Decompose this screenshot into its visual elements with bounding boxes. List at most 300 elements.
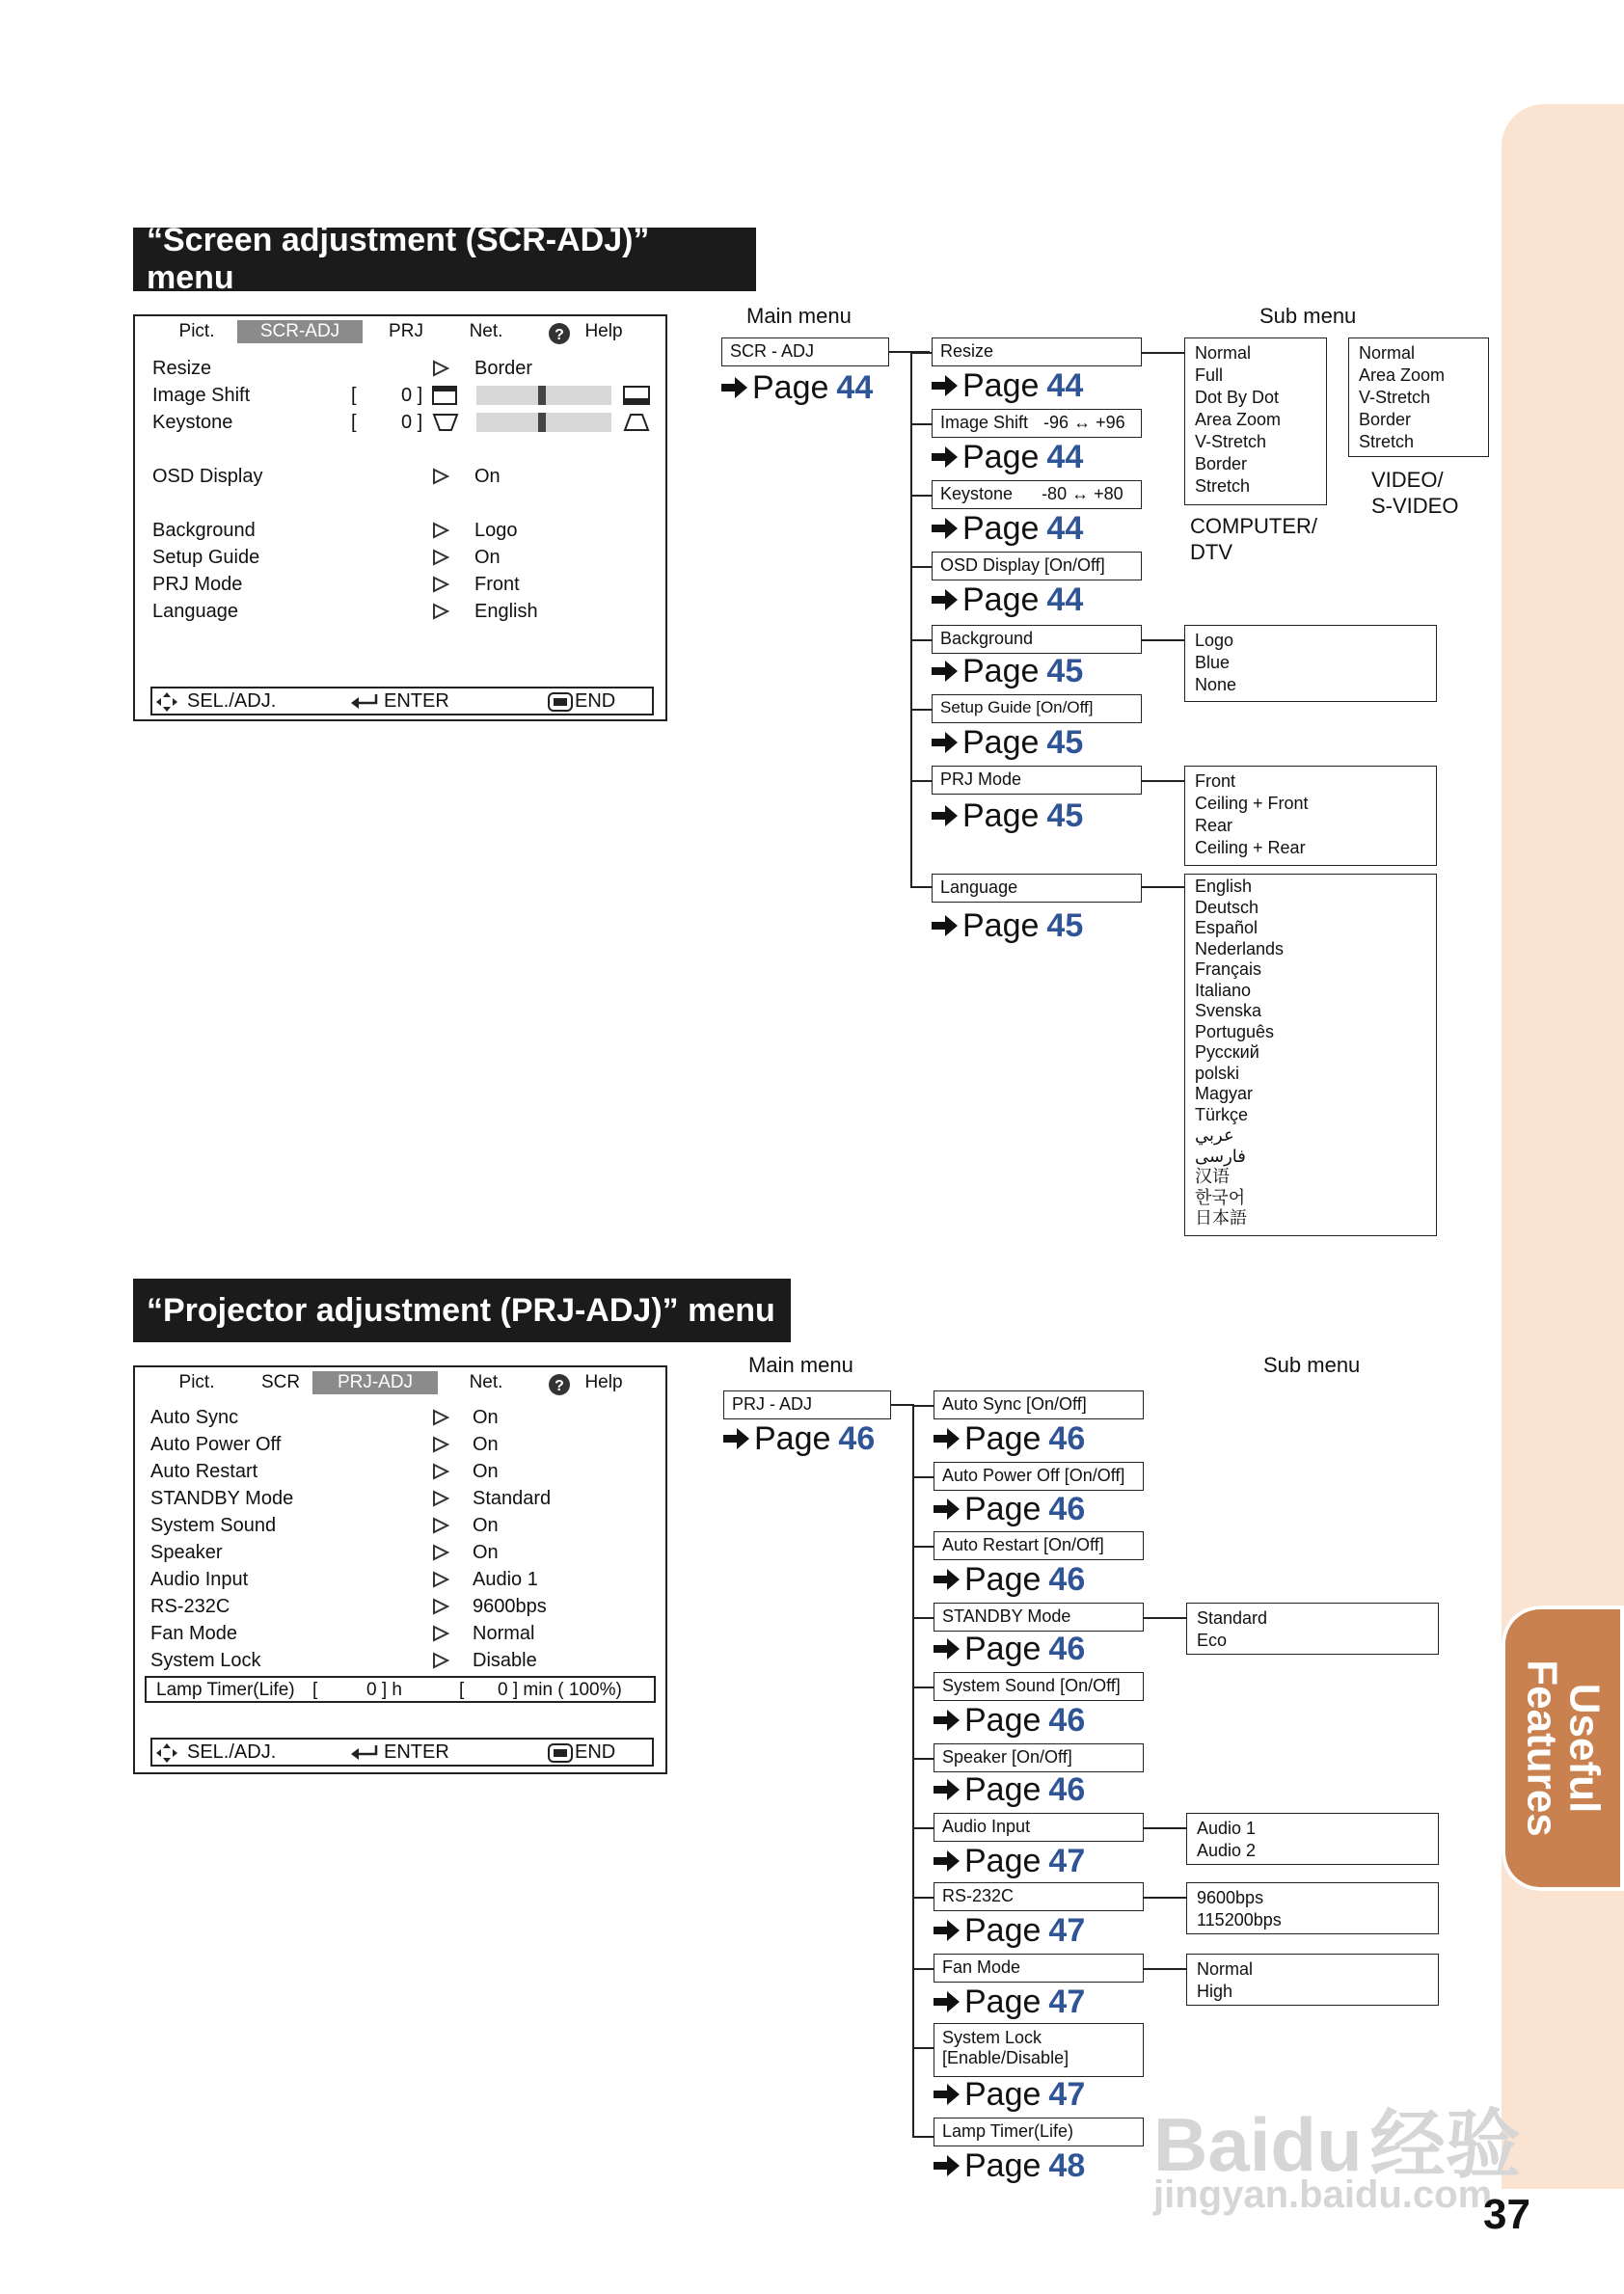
connector-line bbox=[912, 2136, 934, 2138]
submenu-arrow-icon bbox=[432, 1544, 449, 1561]
connector-line bbox=[910, 351, 912, 887]
osd-row-value: Audio 1 bbox=[473, 1569, 538, 1590]
osd-row-label[interactable]: Audio Input bbox=[150, 1569, 249, 1590]
main-menu-label: Main menu bbox=[746, 304, 852, 328]
option-item[interactable]: Svenska bbox=[1195, 1001, 1262, 1020]
osd-row-value: On bbox=[473, 1515, 499, 1536]
page-number-link[interactable]: 46 bbox=[1048, 1561, 1086, 1598]
option-item[interactable]: Audio 2 bbox=[1197, 1841, 1257, 1860]
sel-adj-arrows-icon bbox=[156, 1743, 177, 1763]
rs232c-options bbox=[1186, 1882, 1439, 1934]
connector-line bbox=[912, 1968, 934, 1970]
osd-row-label[interactable]: PRJ Mode bbox=[152, 574, 243, 595]
page-ref[interactable] bbox=[932, 654, 1083, 688]
option-item[interactable]: Italiano bbox=[1195, 980, 1252, 1000]
footer-sel-adj: SEL./ADJ. bbox=[187, 1741, 277, 1763]
submenu-arrow-icon bbox=[432, 1490, 449, 1507]
page-word: Page bbox=[964, 1491, 1042, 1527]
page-ref[interactable] bbox=[934, 2148, 1085, 2183]
keystone-minus-icon bbox=[432, 413, 459, 432]
computer-dtv-note: COMPUTER/ DTV bbox=[1190, 514, 1317, 564]
option-item[interactable]: Area Zoom bbox=[1359, 365, 1446, 385]
scr-osd-screen bbox=[133, 314, 667, 721]
arrow-right-icon bbox=[932, 588, 959, 611]
connector-line bbox=[912, 1404, 914, 2137]
option-item[interactable]: 9600bps bbox=[1197, 1888, 1264, 1907]
option-item[interactable]: Front bbox=[1195, 771, 1236, 791]
prj-adj-root-box[interactable]: PRJ - ADJ bbox=[723, 1390, 891, 1419]
connector-line bbox=[1142, 780, 1184, 782]
osd-row-value: On bbox=[473, 1434, 499, 1455]
page-number-link[interactable]: 45 bbox=[1046, 797, 1084, 834]
option-item[interactable]: عربي bbox=[1195, 1125, 1234, 1145]
connector-line bbox=[910, 709, 932, 711]
connector-line bbox=[912, 1476, 934, 1478]
option-item[interactable]: Border bbox=[1359, 410, 1412, 429]
page-number-link[interactable]: 47 bbox=[1048, 1912, 1086, 1949]
page-ref[interactable] bbox=[934, 1984, 1085, 2019]
page-word: Page bbox=[962, 907, 1040, 944]
connector-line bbox=[912, 2047, 934, 2049]
connector-line bbox=[910, 639, 932, 641]
osd-row-label[interactable]: Speaker bbox=[150, 1542, 223, 1563]
prj-item-lamp-timer[interactable]: Lamp Timer(Life) bbox=[934, 2118, 1144, 2146]
connector-line bbox=[910, 423, 932, 425]
option-item[interactable]: Magyar bbox=[1195, 1084, 1254, 1103]
lamp-timer-row bbox=[145, 1676, 656, 1703]
item-label: Image Shift bbox=[940, 413, 1029, 432]
connector-line bbox=[1142, 352, 1184, 354]
prj-section-title: “Projector adjustment (PRJ-ADJ)” menu bbox=[133, 1279, 791, 1342]
lamp-hours: 0 ] h bbox=[366, 1680, 402, 1700]
osd-bracket: [ bbox=[351, 385, 357, 406]
standby-options bbox=[1186, 1603, 1439, 1655]
prj-item-auto-restart[interactable]: Auto Restart [On/Off] bbox=[934, 1531, 1144, 1560]
arrow-right-icon bbox=[934, 1498, 961, 1521]
watermark-cn: 经验 bbox=[1369, 2102, 1521, 2187]
option-item[interactable]: V-Stretch bbox=[1359, 388, 1431, 407]
prj-osd-screen bbox=[133, 1365, 667, 1774]
resize-video-options bbox=[1348, 337, 1489, 457]
page-number-link[interactable]: 46 bbox=[1048, 1420, 1086, 1457]
scr-item-image-shift[interactable] bbox=[932, 409, 1142, 438]
page-ref[interactable] bbox=[723, 1421, 875, 1456]
arrow-right-icon bbox=[932, 374, 959, 397]
prj-item-rs232c[interactable]: RS-232C bbox=[934, 1882, 1144, 1911]
osd-row-value: Disable bbox=[473, 1650, 537, 1671]
item-range: -96 ↔ +96 bbox=[1043, 413, 1125, 432]
page-word: Page bbox=[964, 2076, 1042, 2113]
submenu-arrow-icon bbox=[432, 1571, 449, 1588]
page-number-link[interactable]: 44 bbox=[1046, 367, 1084, 404]
footer-enter: ENTER bbox=[384, 690, 449, 712]
option-item[interactable]: 汉语 bbox=[1195, 1167, 1230, 1186]
option-item[interactable]: Ceiling + Rear bbox=[1195, 838, 1306, 857]
submenu-arrow-icon bbox=[432, 549, 449, 566]
osd-row-value: Logo bbox=[474, 520, 518, 541]
footer-enter: ENTER bbox=[384, 1741, 449, 1763]
page-word: Page bbox=[962, 724, 1040, 761]
prj-item-auto-power-off[interactable]: Auto Power Off [On/Off] bbox=[934, 1462, 1144, 1491]
scr-item-osd-display[interactable]: OSD Display [On/Off] bbox=[932, 552, 1142, 580]
watermark-brand: Bai bbox=[1153, 2102, 1271, 2187]
page-word: Page bbox=[964, 1843, 1042, 1879]
option-item[interactable]: Türkçe bbox=[1195, 1104, 1249, 1124]
scr-item-language[interactable]: Language bbox=[932, 874, 1142, 903]
connector-line bbox=[912, 1897, 934, 1899]
arrow-right-icon bbox=[934, 2083, 961, 2106]
page-ref[interactable] bbox=[934, 1632, 1085, 1666]
arrow-right-icon bbox=[934, 1427, 961, 1450]
page-word: Page bbox=[962, 653, 1040, 689]
osd-footer bbox=[150, 687, 654, 715]
osd-row-label[interactable]: Fan Mode bbox=[150, 1623, 238, 1644]
page-ref[interactable] bbox=[934, 2077, 1085, 2112]
page-word: Page bbox=[964, 2147, 1042, 2184]
item-label: Keystone bbox=[940, 484, 1014, 503]
page-number-link[interactable]: 45 bbox=[1046, 724, 1084, 761]
page-word: Page bbox=[962, 439, 1040, 475]
option-item[interactable]: Nederlands bbox=[1195, 938, 1285, 958]
connector-line bbox=[910, 495, 932, 497]
svg-text:?: ? bbox=[555, 1378, 564, 1394]
end-icon bbox=[548, 1743, 573, 1763]
option-item[interactable]: Español bbox=[1195, 918, 1259, 937]
connector-line bbox=[910, 886, 932, 888]
option-item[interactable]: Ceiling + Front bbox=[1195, 794, 1309, 813]
connector-line bbox=[912, 1687, 934, 1688]
osd-row-value: On bbox=[474, 547, 501, 568]
connector-line bbox=[912, 1546, 934, 1548]
option-item[interactable]: فارسی bbox=[1195, 1146, 1246, 1166]
submenu-arrow-icon bbox=[432, 468, 449, 485]
arrow-right-icon bbox=[934, 1709, 961, 1732]
connector-line bbox=[910, 566, 932, 568]
page-word: Page bbox=[962, 367, 1040, 404]
option-item[interactable]: Standard bbox=[1197, 1608, 1268, 1628]
osd-row-label[interactable]: Resize bbox=[152, 358, 212, 379]
scr-item-prj-mode[interactable]: PRJ Mode bbox=[932, 766, 1142, 795]
option-item[interactable]: Normal bbox=[1197, 1959, 1254, 1979]
scr-section-title: “Screen adjustment (SCR-ADJ)” menu bbox=[133, 228, 756, 291]
osd-row-value: English bbox=[474, 601, 538, 622]
page-number-link[interactable]: 46 bbox=[1048, 1771, 1086, 1808]
submenu-arrow-icon bbox=[432, 1598, 449, 1615]
option-item[interactable]: Logo bbox=[1195, 631, 1234, 650]
option-item[interactable]: Area Zoom bbox=[1195, 410, 1282, 429]
arrow-right-icon bbox=[723, 1427, 750, 1450]
osd-row-value: On bbox=[473, 1542, 499, 1563]
page-number-link[interactable]: 44 bbox=[1046, 439, 1084, 475]
page-ref[interactable] bbox=[934, 1844, 1085, 1878]
slider-knob[interactable] bbox=[538, 413, 546, 432]
option-item[interactable]: Dot By Dot bbox=[1195, 388, 1280, 407]
osd-tab-net[interactable]: Net. bbox=[469, 321, 503, 341]
osd-row-value: Standard bbox=[473, 1488, 552, 1509]
osd-row-number: 0 ] bbox=[401, 412, 423, 433]
page-ref[interactable] bbox=[934, 1492, 1085, 1526]
osd-tab-net[interactable]: Net. bbox=[469, 1372, 503, 1392]
option-item[interactable]: Русский bbox=[1195, 1042, 1259, 1062]
prj-mode-options bbox=[1184, 766, 1437, 866]
image-shift-slider[interactable] bbox=[476, 386, 611, 405]
osd-tab-help[interactable]: Help bbox=[584, 321, 623, 341]
page-ref[interactable] bbox=[934, 1772, 1085, 1807]
osd-row-label[interactable]: System Sound bbox=[150, 1515, 277, 1536]
submenu-arrow-icon bbox=[432, 522, 449, 539]
option-item[interactable]: English bbox=[1195, 877, 1253, 896]
page-word: Page bbox=[964, 1420, 1042, 1457]
page-word: Page bbox=[964, 1561, 1042, 1598]
svg-text:?: ? bbox=[555, 327, 564, 343]
page-ref[interactable] bbox=[932, 440, 1083, 474]
lamp-bracket: [ bbox=[312, 1680, 318, 1700]
osd-tab-pict[interactable]: Pict. bbox=[178, 1372, 215, 1392]
connector-line bbox=[1142, 886, 1184, 888]
page-ref[interactable] bbox=[934, 1703, 1085, 1738]
prj-item-system-sound[interactable]: System Sound [On/Off] bbox=[934, 1672, 1144, 1701]
arrow-right-icon bbox=[934, 1990, 961, 2013]
page-number-link[interactable]: 44 bbox=[1046, 581, 1084, 618]
scr-item-background[interactable]: Background bbox=[932, 625, 1142, 654]
language-options bbox=[1184, 874, 1437, 1236]
submenu-arrow-icon bbox=[432, 576, 449, 593]
submenu-arrow-icon bbox=[432, 360, 449, 377]
page-word: Page bbox=[962, 797, 1040, 834]
fan-mode-options bbox=[1186, 1954, 1439, 2006]
prj-item-fan-mode[interactable]: Fan Mode bbox=[934, 1954, 1144, 1983]
scr-item-setup-guide[interactable]: Setup Guide [On/Off] bbox=[932, 694, 1142, 723]
page-word: Page bbox=[964, 1702, 1042, 1739]
page-ref[interactable] bbox=[932, 582, 1083, 617]
option-item[interactable]: Blue bbox=[1195, 653, 1231, 672]
option-item[interactable]: Audio 1 bbox=[1197, 1819, 1257, 1838]
osd-tab-scr[interactable]: SCR bbox=[260, 1372, 301, 1392]
page-number-link[interactable]: 44 bbox=[1046, 510, 1084, 547]
scr-adj-root-box[interactable]: SCR - ADJ bbox=[721, 337, 889, 366]
page-number-link[interactable]: 46 bbox=[1048, 1631, 1086, 1667]
page-word: Page bbox=[964, 1631, 1042, 1667]
footer-sel-adj: SEL./ADJ. bbox=[187, 690, 277, 712]
page-number-link[interactable]: 45 bbox=[1046, 653, 1084, 689]
page-ref[interactable] bbox=[934, 1562, 1085, 1597]
osd-row-value: On bbox=[473, 1407, 499, 1428]
osd-row-label[interactable]: Setup Guide bbox=[152, 547, 260, 568]
option-item[interactable]: 日本語 bbox=[1195, 1208, 1247, 1228]
option-item[interactable]: High bbox=[1197, 1982, 1233, 2001]
slider-knob[interactable] bbox=[538, 386, 546, 405]
osd-row-label[interactable]: Auto Sync bbox=[150, 1407, 239, 1428]
page-ref[interactable] bbox=[932, 725, 1083, 760]
option-item[interactable]: 115200bps bbox=[1197, 1910, 1282, 1930]
arrow-right-icon bbox=[934, 1568, 961, 1591]
connector-line bbox=[1142, 639, 1184, 641]
help-icon[interactable] bbox=[548, 322, 571, 345]
osd-row-value: On bbox=[474, 466, 501, 487]
option-item[interactable]: Eco bbox=[1197, 1631, 1228, 1650]
page-number-link[interactable]: 46 bbox=[838, 1420, 876, 1457]
sel-adj-arrows-icon bbox=[156, 692, 177, 712]
page-number-link[interactable]: 48 bbox=[1048, 2147, 1086, 2184]
audio-input-options bbox=[1186, 1813, 1439, 1865]
osd-footer bbox=[150, 1738, 654, 1767]
connector-line bbox=[1144, 1617, 1186, 1619]
osd-row-value: Front bbox=[474, 574, 520, 595]
lamp-bracket: [ bbox=[459, 1680, 465, 1700]
osd-row-label[interactable]: Auto Power Off bbox=[150, 1434, 282, 1455]
submenu-arrow-icon bbox=[432, 1436, 449, 1453]
page-ref[interactable] bbox=[932, 798, 1083, 833]
connector-line bbox=[912, 1405, 934, 1407]
footer-end: END bbox=[575, 1741, 616, 1763]
page-number-link[interactable]: 47 bbox=[1048, 1843, 1086, 1879]
osd-bracket: [ bbox=[351, 412, 357, 433]
option-item[interactable]: Full bbox=[1195, 365, 1224, 385]
connector-line bbox=[910, 780, 932, 782]
item-range: -80 ↔ +80 bbox=[1042, 484, 1123, 503]
option-item[interactable]: V-Stretch bbox=[1195, 432, 1267, 451]
page-word: Page bbox=[754, 1420, 831, 1457]
submenu-arrow-icon bbox=[432, 1517, 449, 1534]
option-item[interactable]: Stretch bbox=[1359, 432, 1415, 451]
option-item[interactable]: Deutsch bbox=[1195, 897, 1259, 917]
page-number-link[interactable]: 47 bbox=[1048, 1984, 1086, 2020]
submenu-arrow-icon bbox=[432, 1409, 449, 1426]
page-number-link[interactable]: 47 bbox=[1048, 2076, 1086, 2113]
page-number-link[interactable]: 45 bbox=[1046, 907, 1084, 944]
arrow-right-icon bbox=[932, 517, 959, 540]
osd-row-value: 9600bps bbox=[473, 1596, 547, 1617]
video-svideo-note: VIDEO/ S-VIDEO bbox=[1371, 468, 1459, 518]
page-word: Page bbox=[752, 369, 829, 406]
sub-menu-label: Sub menu bbox=[1259, 304, 1357, 328]
background-options bbox=[1184, 625, 1437, 702]
osd-row-label[interactable]: Image Shift bbox=[152, 385, 251, 406]
submenu-arrow-icon bbox=[432, 1652, 449, 1669]
connector-line bbox=[912, 1758, 934, 1760]
osd-tab-prj[interactable]: PRJ bbox=[389, 321, 423, 341]
prj-item-audio-input[interactable]: Audio Input bbox=[934, 1813, 1144, 1842]
prj-item-system-lock[interactable]: System Lock [Enable/Disable] bbox=[934, 2023, 1144, 2077]
prj-item-standby-mode[interactable]: STANDBY Mode bbox=[934, 1603, 1144, 1632]
help-icon[interactable] bbox=[548, 1373, 571, 1396]
page-word: Page bbox=[964, 1771, 1042, 1808]
arrow-right-icon bbox=[932, 804, 959, 827]
osd-row-label[interactable]: STANDBY Mode bbox=[150, 1488, 294, 1509]
osd-row-label[interactable]: RS-232C bbox=[150, 1596, 230, 1617]
page-ref[interactable] bbox=[934, 1421, 1085, 1456]
arrow-right-icon bbox=[932, 660, 959, 683]
page-ref[interactable] bbox=[932, 368, 1083, 403]
image-shift-plus-icon bbox=[623, 386, 650, 405]
option-item[interactable]: None bbox=[1195, 675, 1237, 694]
page-ref[interactable] bbox=[932, 908, 1083, 943]
osd-row-label[interactable]: OSD Display bbox=[152, 466, 263, 487]
footer-end: END bbox=[575, 690, 616, 712]
osd-tab-prj-adj[interactable]: PRJ-ADJ bbox=[312, 1371, 438, 1394]
osd-row-value: Normal bbox=[473, 1623, 535, 1644]
arrow-right-icon bbox=[934, 1637, 961, 1660]
connector-line bbox=[912, 1827, 934, 1829]
option-item[interactable]: 한국어 bbox=[1195, 1187, 1246, 1207]
sub-menu-label: Sub menu bbox=[1263, 1353, 1361, 1377]
scr-item-keystone[interactable] bbox=[932, 480, 1142, 509]
arrow-right-icon bbox=[934, 1919, 961, 1942]
page-number-link[interactable]: 46 bbox=[1048, 1702, 1086, 1739]
option-item[interactable]: Français bbox=[1195, 959, 1262, 979]
page-ref[interactable] bbox=[932, 511, 1083, 546]
submenu-arrow-icon bbox=[432, 1463, 449, 1480]
arrow-right-icon bbox=[934, 2154, 961, 2177]
prj-item-auto-sync[interactable]: Auto Sync [On/Off] bbox=[934, 1390, 1144, 1419]
arrow-right-icon bbox=[932, 914, 959, 937]
watermark-paw: du bbox=[1270, 2102, 1363, 2187]
scr-item-resize[interactable]: Resize bbox=[932, 337, 1142, 366]
connector-line bbox=[891, 1404, 914, 1406]
connector-line bbox=[1144, 1827, 1186, 1829]
page-word: Page bbox=[962, 581, 1040, 618]
osd-row-label[interactable]: System Lock bbox=[150, 1650, 261, 1671]
page-number-link[interactable]: 44 bbox=[836, 369, 874, 406]
keystone-slider[interactable] bbox=[476, 413, 611, 432]
option-item[interactable]: Border bbox=[1195, 454, 1248, 473]
page-word: Page bbox=[964, 1912, 1042, 1949]
option-item[interactable]: Stretch bbox=[1195, 476, 1251, 496]
option-item[interactable]: polski bbox=[1195, 1063, 1240, 1083]
connector-line bbox=[910, 352, 932, 354]
keystone-plus-icon bbox=[623, 413, 650, 432]
arrow-right-icon bbox=[721, 376, 748, 399]
arrow-right-icon bbox=[932, 731, 959, 754]
osd-tab-pict[interactable]: Pict. bbox=[178, 321, 215, 341]
osd-row-label[interactable]: Keystone bbox=[152, 412, 233, 433]
option-item[interactable]: Normal bbox=[1359, 343, 1416, 363]
osd-row-value: Border bbox=[474, 358, 533, 379]
lamp-timer-label: Lamp Timer(Life) bbox=[156, 1680, 295, 1700]
osd-row-label[interactable]: Auto Restart bbox=[150, 1461, 258, 1482]
osd-row-label[interactable]: Language bbox=[152, 601, 238, 622]
osd-row-number: 0 ] bbox=[401, 385, 423, 406]
arrow-right-icon bbox=[934, 1849, 961, 1873]
osd-tab-help[interactable]: Help bbox=[584, 1372, 623, 1392]
prj-item-speaker[interactable]: Speaker [On/Off] bbox=[934, 1743, 1144, 1772]
option-item[interactable]: Português bbox=[1195, 1021, 1275, 1041]
osd-row-label[interactable]: Background bbox=[152, 520, 256, 541]
useful-features-tab-label: Useful Features bbox=[1518, 1660, 1609, 1837]
option-item[interactable]: Rear bbox=[1195, 816, 1233, 835]
submenu-arrow-icon bbox=[432, 603, 449, 620]
watermark-url: jingyan.baidu.com bbox=[1153, 2173, 1493, 2216]
page-word: Page bbox=[964, 1984, 1042, 2020]
resize-computer-options bbox=[1184, 337, 1327, 505]
image-shift-icon bbox=[432, 386, 457, 405]
osd-tab-scr-adj[interactable]: SCR-ADJ bbox=[237, 320, 363, 343]
page-ref[interactable] bbox=[721, 370, 873, 405]
enter-icon bbox=[351, 694, 378, 710]
page-ref[interactable] bbox=[934, 1913, 1085, 1948]
main-menu-label: Main menu bbox=[748, 1353, 853, 1377]
page-number: 37 bbox=[1483, 2191, 1530, 2238]
connector-line bbox=[1144, 1968, 1186, 1970]
useful-features-tab-label-wrap bbox=[1502, 1606, 1624, 1891]
arrow-right-icon bbox=[934, 1778, 961, 1801]
connector-line bbox=[912, 1617, 934, 1619]
end-icon bbox=[548, 692, 573, 712]
osd-row-value: On bbox=[473, 1461, 499, 1482]
option-item[interactable]: Normal bbox=[1195, 343, 1252, 363]
page-number-link[interactable]: 46 bbox=[1048, 1491, 1086, 1527]
submenu-arrow-icon bbox=[432, 1625, 449, 1642]
